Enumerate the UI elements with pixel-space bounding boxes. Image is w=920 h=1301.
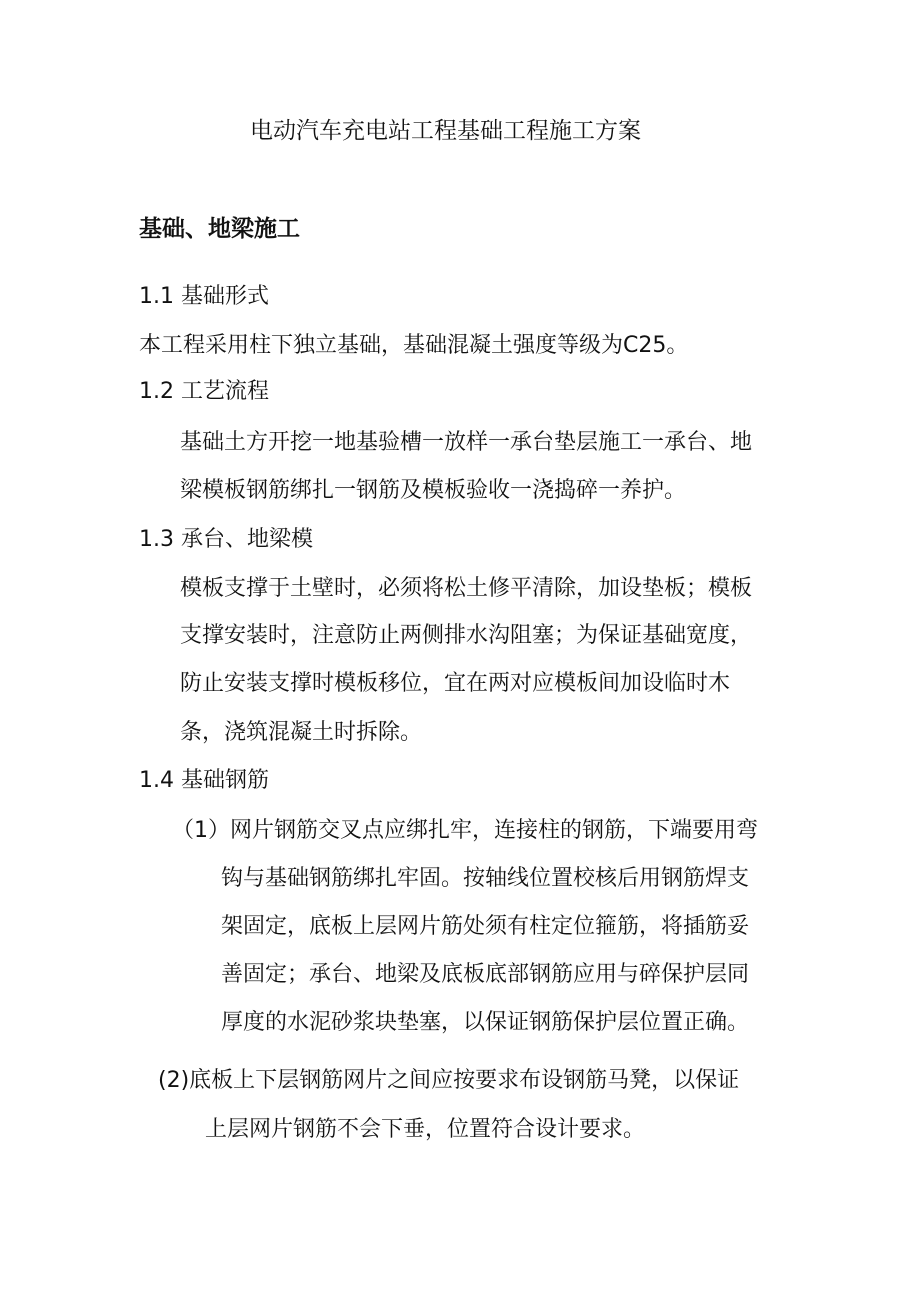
paragraph-line: 防止安装支撑时模板移位，宜在两对应模板间加设临时木: [180, 671, 731, 696]
list-item-1-line: 架固定，底板上层网片筋处须有柱定位箍筋，将插筋妥: [221, 914, 750, 939]
paragraph-line: 梁模板钢筋绑扎一钢筋及模板验收一浇捣碎一养护。: [180, 478, 687, 503]
paragraph-line: 基础土方开挖一地基验槽一放样一承台垫层施工一承台、地: [180, 430, 753, 455]
section-heading: 基础、地梁施工: [139, 216, 300, 242]
subsection-heading-1-3: 1.3 承台、地梁模: [139, 527, 313, 552]
subsection-heading-1-4: 1.4 基础钢筋: [139, 768, 269, 793]
paragraph-line: 本工程采用柱下独立基础，基础混凝土强度等级为C25。: [139, 333, 689, 358]
document-title: 电动汽车充电站工程基础工程施工方案: [250, 118, 641, 144]
list-item-2-line: (2)底板上下层钢筋网片之间应按要求布设钢筋马凳，以保证: [158, 1068, 740, 1093]
paragraph-line: 条，浇筑混凝土时拆除。: [180, 720, 423, 745]
list-item-1-line: 厚度的水泥砂浆块垫塞，以保证钢筋保护层位置正确。: [221, 1010, 750, 1035]
list-item-2-line: 上层网片钢筋不会下垂，位置符合设计要求。: [205, 1117, 646, 1142]
subsection-heading-1-2: 1.2 工艺流程: [139, 379, 269, 404]
paragraph-line: 支撑安装时，注意防止两侧排水沟阻塞；为保证基础宽度，: [180, 623, 753, 648]
list-item-1-line: 钩与基础钢筋绑扎牢固。按轴线位置校核后用钢筋焊支: [221, 866, 750, 891]
list-item-1-line: （1）网片钢筋交叉点应绑扎牢，连接柱的钢筋，下端要用弯: [172, 818, 758, 843]
subsection-heading-1-1: 1.1 基础形式: [139, 284, 269, 309]
paragraph-line: 模板支撑于土壁时，必须将松土修平清除，加设垫板；模板: [180, 576, 753, 601]
list-item-1-line: 善固定；承台、地梁及底板底部钢筋应用与碎保护层同: [221, 962, 750, 987]
